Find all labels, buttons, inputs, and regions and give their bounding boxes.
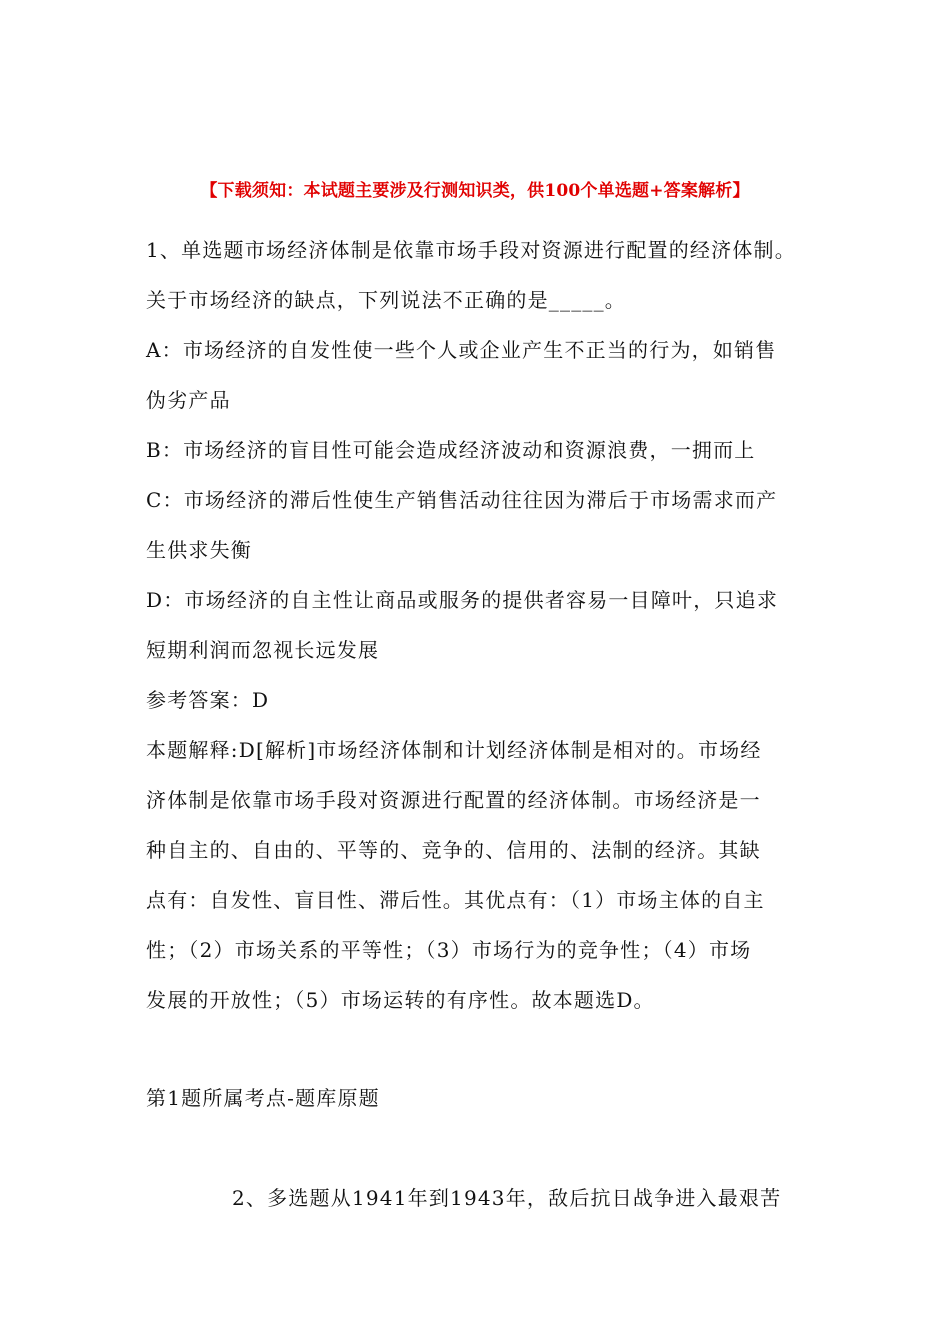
q1-option-a-line-2: 伪劣产品 [146, 388, 231, 412]
q1-option-c-line-1: C：市场经济的滞后性使生产销售活动往往因为滞后于市场需求而产 [146, 488, 778, 512]
q1-explanation-line-3: 种自主的、自由的、平等的、竞争的、信用的、法制的经济。其缺 [146, 838, 761, 862]
q1-option-d-line-1: D：市场经济的自主性让商品或服务的提供者容易一目障叶，只追求 [146, 588, 779, 612]
q1-stem-line-2: 关于市场经济的缺点，下列说法不正确的是_____。 [146, 288, 626, 312]
q1-explanation-line-5: 性；（2）市场关系的平等性；（3）市场行为的竞争性；（4）市场 [146, 938, 752, 962]
q2-stem-line-1: 2、多选题从1941年到1943年，敌后抗日战争进入最艰苦 [232, 1186, 782, 1210]
q1-explanation-line-4: 点有：自发性、盲目性、滞后性。其优点有：（1）市场主体的自主 [146, 888, 765, 912]
q1-answer: 参考答案：D [146, 688, 270, 712]
q1-option-a-line-1: A：市场经济的自发性使一些个人或企业产生不正当的行为，如销售 [146, 338, 777, 362]
q1-explanation-line-6: 发展的开放性；（5）市场运转的有序性。故本题选D。 [146, 988, 655, 1012]
q1-explanation-line-1: 本题解释:D[解析]市场经济体制和计划经济体制是相对的。市场经 [146, 738, 762, 762]
q1-stem-line-1: 1、单选题市场经济体制是依靠市场手段对资源进行配置的经济体制。 [146, 238, 796, 262]
q1-option-c-line-2: 生供求失衡 [146, 538, 252, 562]
q1-explanation-line-2: 济体制是依靠市场手段对资源进行配置的经济体制。市场经济是一 [146, 788, 761, 812]
download-notice: 【下载须知：本试题主要涉及行测知识类，供100个单选题+答案解析】 [200, 181, 750, 201]
q1-option-d-line-2: 短期利润而忽视长远发展 [146, 638, 380, 662]
q1-option-b: B：市场经济的盲目性可能会造成经济波动和资源浪费，一拥而上 [146, 438, 756, 462]
q1-topic: 第1题所属考点-题库原题 [146, 1086, 380, 1110]
